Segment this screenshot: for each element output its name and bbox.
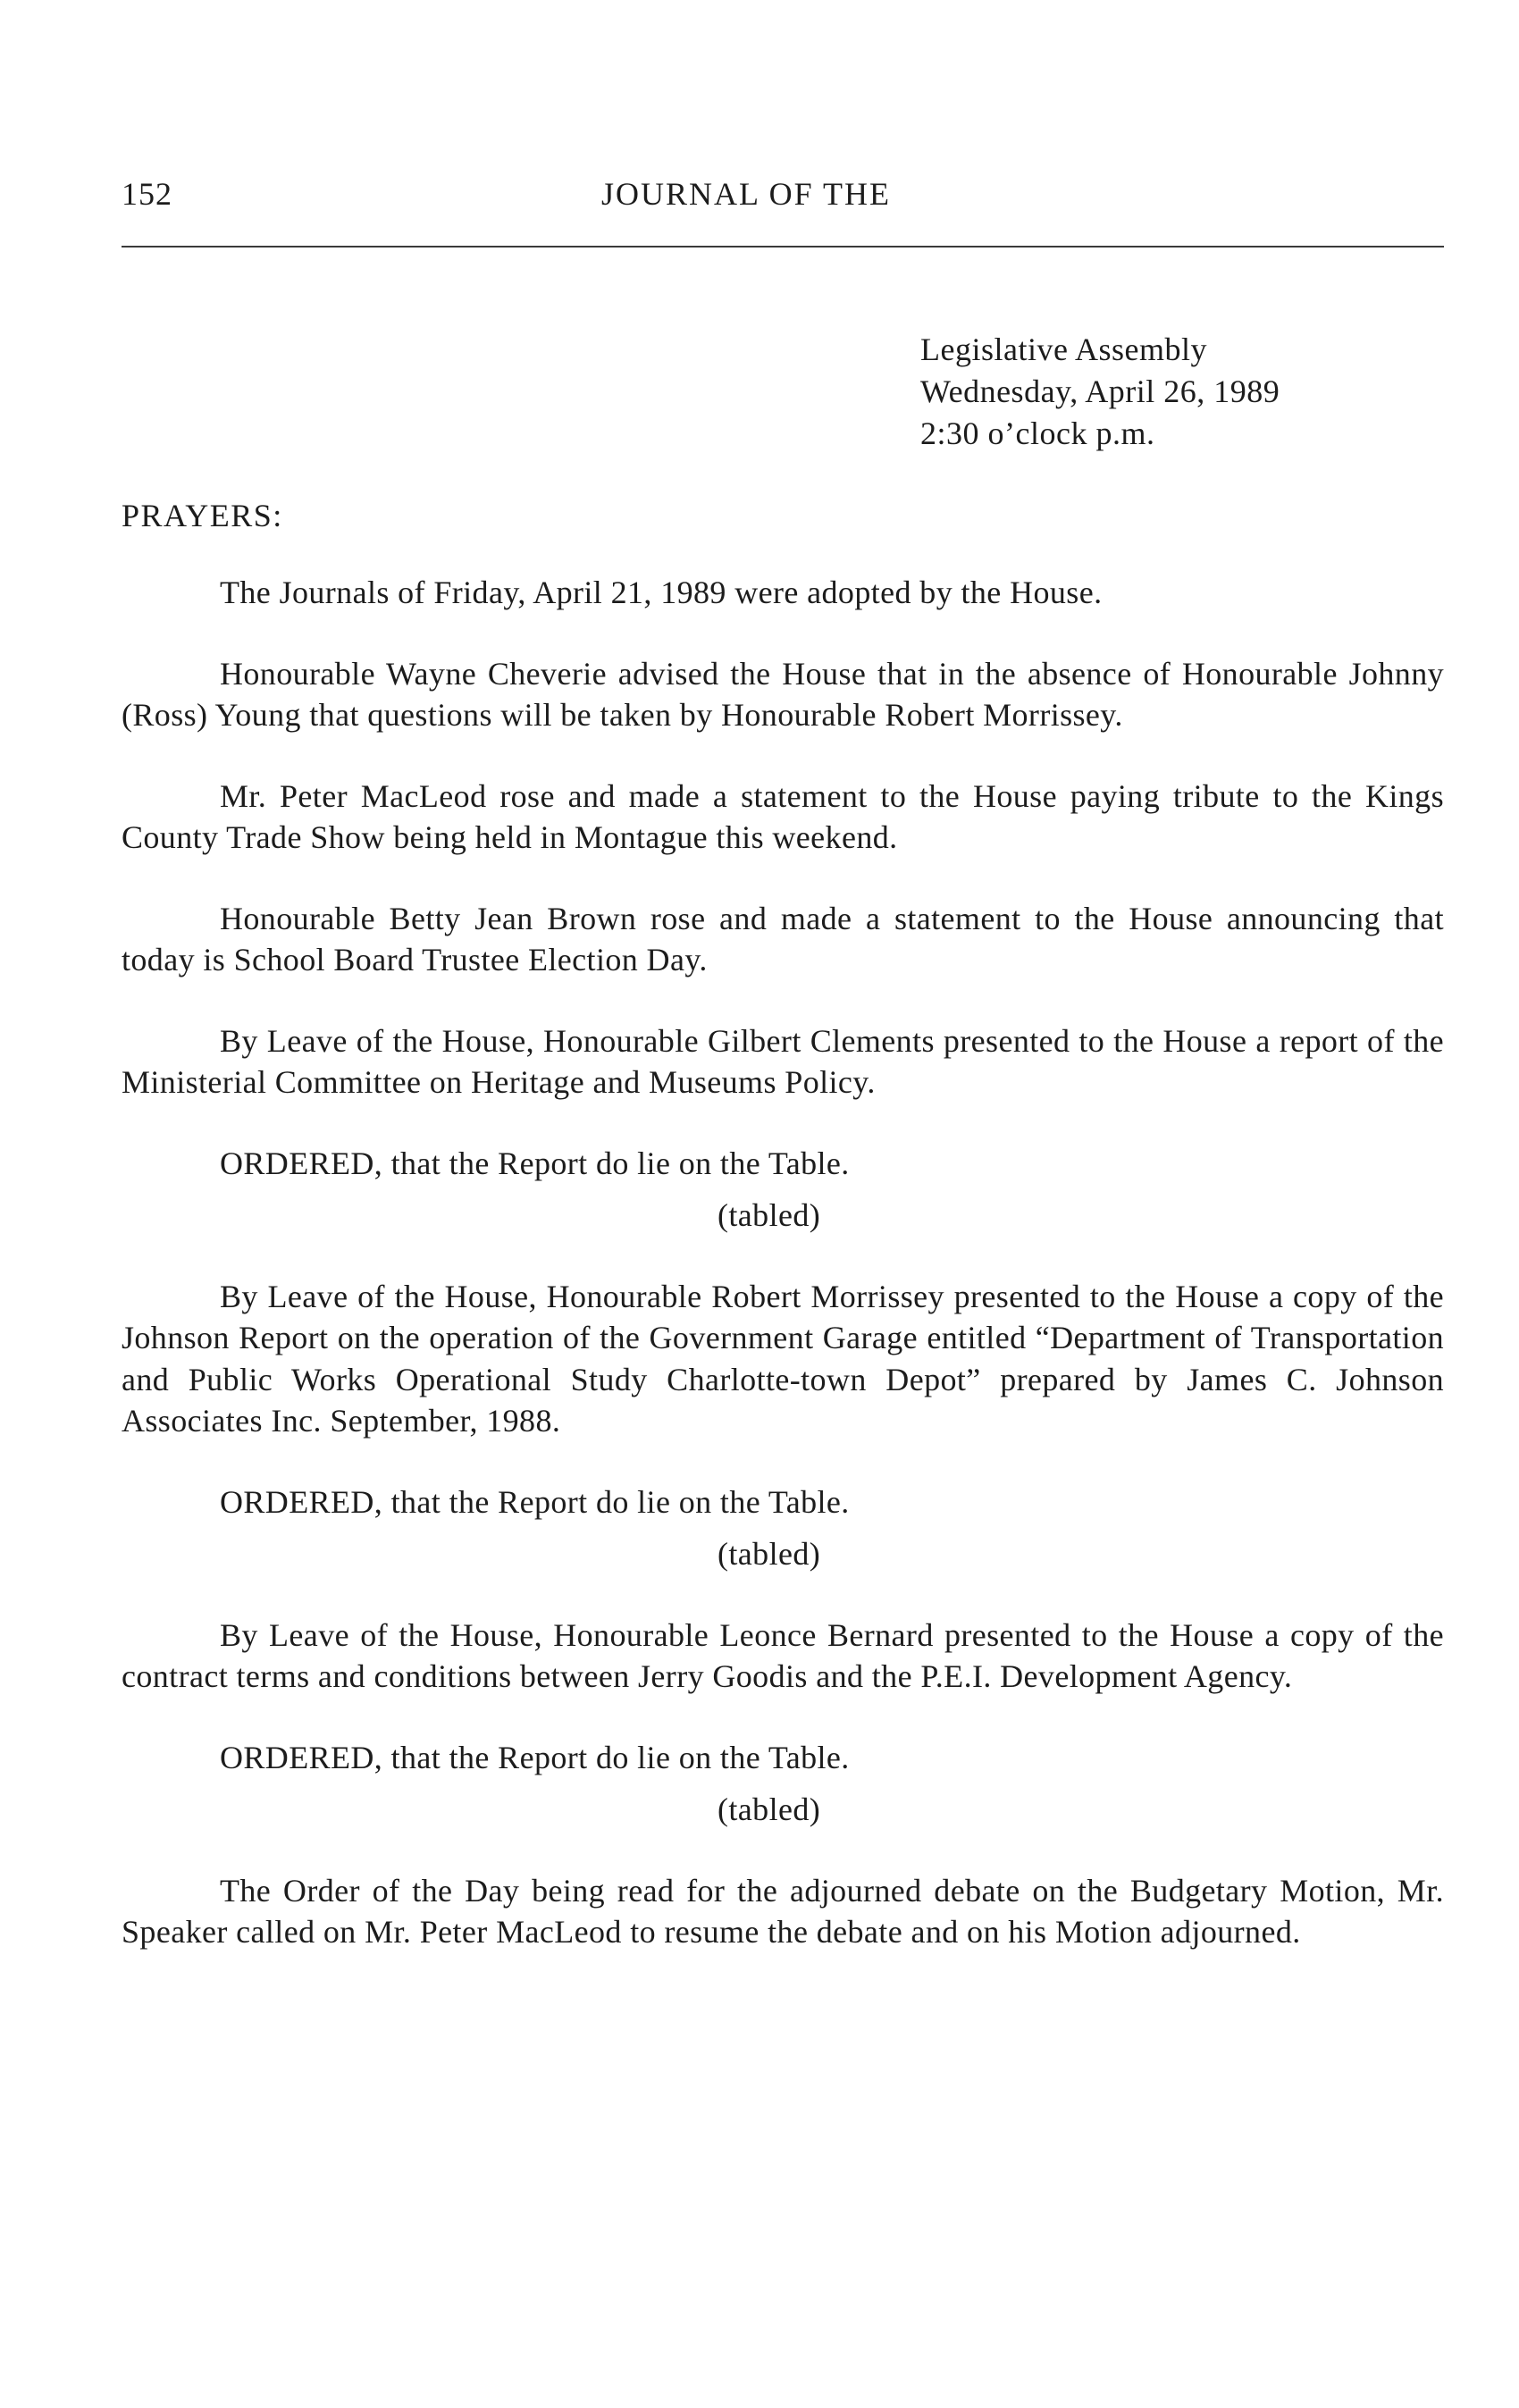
page-number: 152 — [122, 176, 172, 212]
paragraph-election-day-statement: Honourable Betty Jean Brown rose and made a statement to the House announcing that today is School Board Trustee Election Day. — [122, 900, 1444, 977]
tabled-note: (tabled) — [718, 1197, 821, 1233]
paragraph-questions-notice: Honourable Wayne Cheverie advised the House that in the absence of Honourable Johnny (Ross) Young that questions will be taken by Honourable Robert Morrissey. — [122, 655, 1444, 733]
header-rule — [122, 246, 1444, 248]
ordered-line: ORDERED, that the Report do lie on the Table. — [220, 1483, 850, 1520]
prayers-heading: PRAYERS: — [122, 498, 283, 533]
sitting-dateline — [920, 329, 1280, 455]
paragraph-contract-terms: By Leave of the House, Honourable Leonce Bernard presented to the House a copy of the contract terms and conditions between Jerry Goodis and the P.E.I. Development Agency. — [122, 1616, 1444, 1694]
journal-title: JOURNAL OF THE — [601, 176, 892, 212]
paragraph-trade-show-statement: Mr. Peter MacLeod rose and made a statement to the House paying tribute to the Kings County Trade Show being held in Montague this weekend. — [122, 777, 1444, 855]
paragraph-heritage-report: By Leave of the House, Honourable Gilbert Clements presented to the House a report of the Ministerial Committee on Heritage and Museums Policy. — [122, 1022, 1444, 1100]
paragraph-journals-adopted: The Journals of Friday, April 21, 1989 were adopted by the House. — [220, 575, 1103, 610]
tabled-note: (tabled) — [718, 1791, 821, 1827]
ordered-line: ORDERED, that the Report do lie on the Table. — [220, 1145, 850, 1181]
paragraph-budget-debate: The Order of the Day being read for the adjourned debate on the Budgetary Motion, Mr. Speaker called on Mr. Peter MacLeod to resume the debate and on his Motion adjourned. — [122, 1872, 1444, 1950]
running-header — [122, 175, 1444, 220]
ordered-line: ORDERED, that the Report do lie on the Table. — [220, 1739, 850, 1775]
proceedings-body — [122, 572, 1444, 1993]
sitting-date: Wednesday, April 26, 1989 — [920, 373, 1280, 409]
tabled-note: (tabled) — [718, 1536, 821, 1572]
paragraph-johnson-report: By Leave of the House, Honourable Robert Morrissey presented to the House a copy of the Johnson Report on the operation of the Government Garage entitled “Department of Transportation and Public Works Operational Study Charlotte-town Depot” prepared by James C. Johnson Associates Inc. September, 1988. — [122, 1278, 1444, 1439]
assembly-name: Legislative Assembly — [920, 331, 1207, 367]
sitting-time: 2:30 o’clock p.m. — [920, 415, 1155, 451]
